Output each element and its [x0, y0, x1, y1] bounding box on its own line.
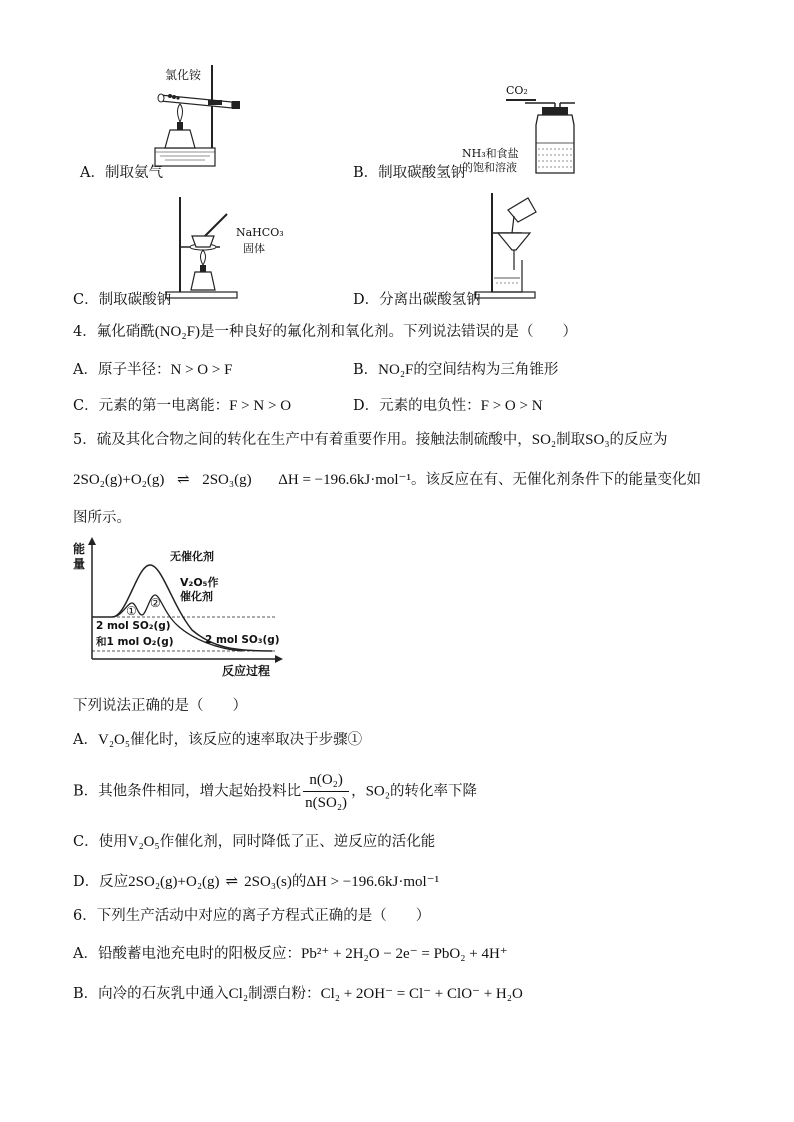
q6-b-formula: Cl₂	[228, 986, 249, 1002]
figure-c-apparatus	[165, 192, 240, 302]
q6-b-text-2: 制漂白粉：	[248, 986, 321, 1002]
q5-d-math: ΔH > −196.6kJ·mol⁻¹	[306, 874, 440, 890]
chart-reactant-label-2: 和1 mol O₂(g)	[96, 636, 174, 648]
q5-stem-part-2: 制取	[556, 432, 586, 448]
question-5-stem-line-1	[73, 430, 668, 450]
sodium-carbonate-heating-diagram	[165, 192, 240, 302]
q5-stem-part-4: 。该反应在有、无催化剂条件下的能量变化如	[410, 472, 701, 488]
q5-equation-right: 2SO₃(g)	[202, 472, 252, 488]
q5-d-prefix: D．反应	[73, 874, 129, 890]
question-4-stem	[73, 322, 577, 342]
q5-d-equation-left: 2SO₂(g)+O₂(g)	[128, 874, 220, 890]
q5-stem-so3: SO₃	[585, 432, 610, 448]
q5-d-text: 的	[291, 874, 307, 890]
q4-b-text: 的空间结构为三角锥形	[413, 362, 559, 378]
q6-a-equation: Pb²⁺ + 2H₂O − 2e⁻ = PbO₂ + 4H⁺	[300, 946, 508, 962]
q4-c-math: F > N > O	[229, 398, 292, 414]
q5-stem-so2: SO₂	[531, 432, 557, 448]
q4-stem-formula: (NO₂F)	[154, 324, 200, 340]
q5-d-equilibrium-arrow-icon: ⇌	[225, 874, 239, 890]
q5-c-text-1: C．使用	[73, 834, 128, 850]
figure-c-reagent-label-2: 固体	[243, 242, 265, 255]
q4-stem-part-2: 是一种良好的氟化剂和氧化剂。下列说法错误的是（ ）	[199, 324, 577, 340]
option-4c	[73, 396, 291, 416]
q6-b-text-1: B．向冷的石灰乳中通入	[73, 986, 229, 1002]
q5-stem-part-1: 5．硫及其化合物之间的转化在生产中有着重要作用。接触法制硫酸中，	[73, 432, 532, 448]
q5-enthalpy: ΔH = −196.6kJ·mol⁻¹	[278, 472, 411, 488]
figure-a-reagent-label: 氯化铵	[165, 68, 202, 82]
q4-stem-part-1: 4．氟化硝酰	[73, 324, 155, 340]
q5-a-prefix: A．	[73, 732, 98, 748]
chart-y-label-2: 量	[73, 557, 86, 571]
option-5d	[73, 872, 439, 892]
chart-y-label-1: 能	[73, 542, 86, 556]
q5-equilibrium-arrow-icon: ⇌	[177, 472, 190, 488]
option-4d	[353, 396, 543, 416]
question-5-stem-line-2	[73, 470, 701, 490]
option-4b	[353, 360, 558, 380]
q6-a-text: A．铅酸蓄电池充电时的阳极反应：	[73, 946, 301, 962]
figure-b-gas-arrow-icon	[506, 99, 536, 101]
option-3d: D．分离出碳酸氢钠	[353, 292, 481, 308]
option-3a: A．制取氨气	[80, 165, 163, 181]
q5-d-equation-right: 2SO₃(s)	[244, 874, 292, 890]
figure-b-solution-label-2: 的饱和溶液	[462, 161, 517, 174]
figure-b-gas-label: CO₂	[506, 84, 528, 97]
q5-c-text-2: 作催化剂，同时降低了正、逆反应的活化能	[159, 834, 436, 850]
option-3b: B．制取碳酸氢钠	[353, 165, 466, 181]
option-3c: C．制取碳酸钠	[73, 292, 172, 308]
chart-x-label: 反应过程	[222, 664, 271, 678]
q5-equation-left: 2SO₂(g)+O₂(g)	[73, 472, 165, 488]
option-5a	[73, 730, 362, 750]
option-5b	[73, 770, 477, 813]
q5-c-formula: V₂O₅	[127, 834, 160, 850]
chart-reactant-label-1: 2 mol SO₂(g)	[96, 620, 171, 632]
option-6a	[73, 944, 508, 964]
chart-product-label: 2 mol SO₃(g)	[205, 634, 280, 646]
q4-a-math: N > O > F	[170, 362, 233, 378]
q4-b-prefix: B．	[353, 362, 379, 378]
figure-d-apparatus	[470, 188, 545, 300]
chart-step-2-label: ②	[150, 596, 161, 610]
q5-b-text-1: B．其他条件相同，增大起始投料比	[73, 783, 302, 800]
q6-b-equation: Cl₂ + 2OH⁻ = Cl⁻ + ClO⁻ + H₂O	[320, 986, 523, 1002]
q4-a-prefix: A．原子半径：	[73, 362, 171, 378]
question-5-ask: 下列说法正确的是（ ）	[73, 698, 247, 714]
question-5-stem-line-3: 图所示。	[73, 510, 131, 526]
option-5c	[73, 832, 435, 852]
q4-d-math: F > O > N	[480, 398, 543, 414]
chart-step-1-label: ①	[126, 604, 137, 618]
q4-b-formula: NO₂F	[378, 362, 414, 378]
q5-b-numerator: n(O₂)	[303, 770, 349, 792]
chart-curve-catalyzed-label-1: V₂O₅作	[180, 576, 219, 589]
q5-b-formula: SO₂	[365, 783, 390, 800]
chart-curve-catalyzed-label-2: 催化剂	[180, 590, 213, 603]
q5-b-fraction	[303, 770, 349, 813]
option-4a	[73, 360, 232, 380]
q5-a-formula: V₂O₅	[97, 732, 131, 748]
chart-curve-uncatalyzed-label: 无催化剂	[170, 550, 214, 563]
q5-stem-part-3: 的反应为	[609, 432, 668, 448]
figure-b-solution-label-1: NH₃和食盐	[462, 147, 519, 160]
q4-d-prefix: D．元素的电负性：	[353, 398, 481, 414]
filtration-diagram	[470, 188, 545, 300]
option-6b	[73, 984, 523, 1004]
question-6-stem: 6．下列生产活动中对应的离子方程式正确的是（ ）	[73, 908, 431, 924]
q5-a-text: 催化时，该反应的速率取决于步骤①	[130, 732, 363, 748]
x-axis-arrow-icon	[275, 655, 283, 663]
q5-b-denominator: n(SO₂)	[305, 795, 348, 811]
figure-c-reagent-label-1: NaHCO₃	[236, 226, 284, 239]
q4-c-prefix: C．元素的第一电离能：	[73, 398, 230, 414]
q5-b-text-2: ，	[351, 783, 366, 800]
y-axis-arrow-icon	[88, 537, 96, 545]
q5-b-text-3: 的转化率下降	[389, 783, 477, 800]
